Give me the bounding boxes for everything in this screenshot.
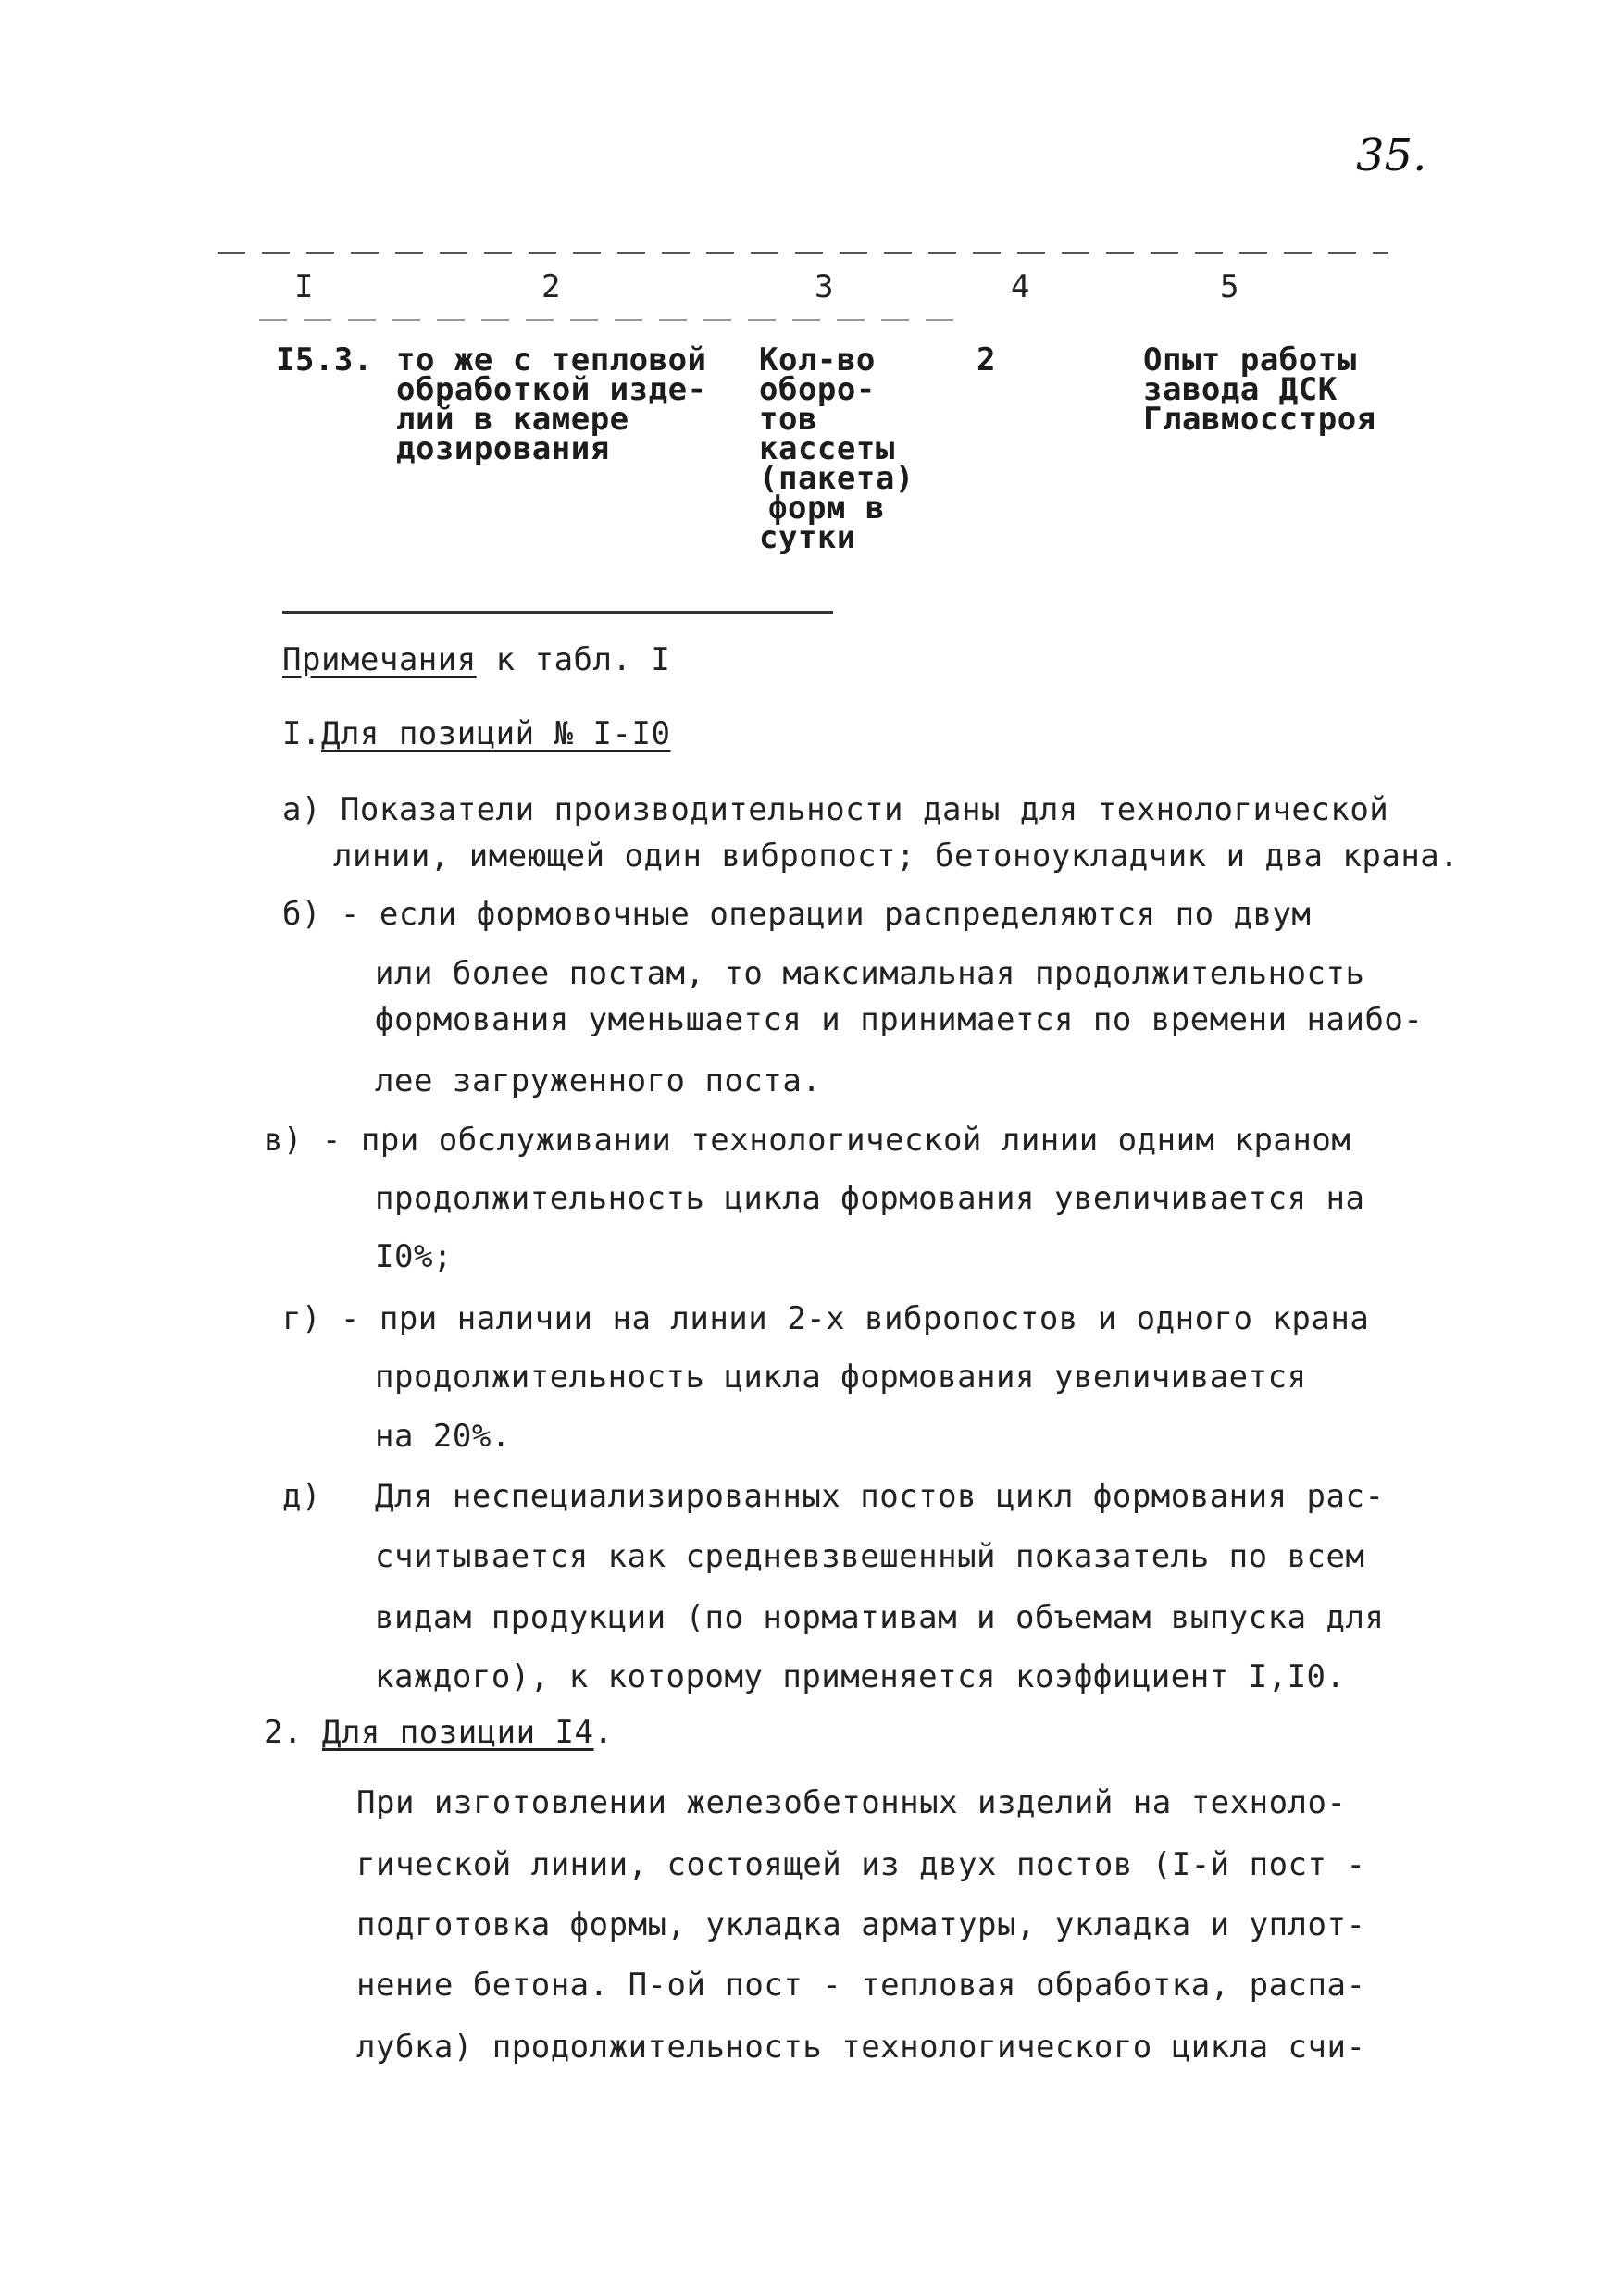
- note-d-line-3: видам продукции (по нормативам и объемам выпуска для: [375, 1599, 1385, 1636]
- table-header-rule: [259, 319, 963, 321]
- row-source-line: Главмосстроя: [1143, 401, 1376, 438]
- note-v-line-1: в) - при обслуживании технологической линии одним краном: [264, 1122, 1351, 1159]
- note-v-line-2: продолжительность цикла формования увеличивается на: [375, 1180, 1365, 1217]
- table-top-rule: [218, 252, 1388, 254]
- row-value: 2: [977, 341, 996, 379]
- row-unit-line: оборо-: [759, 371, 876, 408]
- section-2-line-2: гической линии, состоящей из двух постов (I-й пост -: [356, 1846, 1366, 1883]
- row-description-line: дозирования: [396, 430, 610, 467]
- row-source-line: завода ДСК: [1143, 371, 1338, 408]
- table-header-col-3: 3: [815, 268, 834, 305]
- section-2-title: Для позиции I4: [321, 1714, 594, 1751]
- table-header-col-2: 2: [541, 268, 561, 305]
- note-g-line-3: на 20%.: [375, 1418, 511, 1455]
- note-b-line-3: формования уменьшается и принимается по времени наибо-: [375, 1001, 1424, 1038]
- row-description-line: то же с тепловой: [396, 341, 707, 379]
- row-unit-line: (пакета): [759, 460, 915, 497]
- notes-title-suffix: к табл. I: [476, 641, 671, 678]
- section-2-line-5: лубка) продолжительность технологического цикла счи-: [356, 2029, 1366, 2066]
- row-unit-line: сутки: [759, 519, 856, 556]
- section-1-number: I.: [282, 715, 321, 752]
- note-v-line-3: I0%;: [375, 1238, 453, 1275]
- section-1-title: Для позиций № I-I0: [320, 715, 671, 752]
- note-d-line-2: считывается как средневзвешенный показатель по всем: [375, 1538, 1365, 1575]
- row-description-line: лий в камере: [396, 401, 629, 438]
- section-2-line-1: При изготовлении железобетонных изделий на техноло-: [356, 1784, 1347, 1821]
- row-unit-line: форм в: [768, 490, 885, 527]
- note-b-line-4: лее загруженного поста.: [375, 1062, 822, 1099]
- note-d-line-1: Для неспециализированных постов цикл формования рас-: [375, 1478, 1385, 1515]
- section-2-line-4: нение бетона. П-ой пост - тепловая обработка, распа-: [356, 1967, 1366, 2004]
- note-b-line-2: или более постам, то максимальная продолжительность: [375, 955, 1365, 992]
- note-b-line-1: б) - если формовочные операции распределяются по двум: [282, 896, 1312, 933]
- row-unit-line: Кол-во: [759, 341, 876, 379]
- table-header-col-1: I: [294, 268, 314, 305]
- notes-title-word: Примечания: [282, 641, 477, 678]
- section-2-line-3: подготовка формы, укладка арматуры, укладка и уплот-: [356, 1906, 1366, 1943]
- section-2-number: 2.: [264, 1714, 322, 1751]
- notes-separator: [282, 611, 833, 614]
- page-number: 35.: [1356, 130, 1427, 181]
- note-g-line-2: продолжительность цикла формования увеличивается: [375, 1359, 1307, 1396]
- table-header-col-4: 4: [1011, 268, 1030, 305]
- row-unit-line: тов: [759, 401, 817, 438]
- note-a-line-2: линии, имеющей один вибропост; бетоноукладчик и два крана.: [333, 838, 1460, 875]
- section-1-heading: [282, 715, 670, 752]
- section-2-dot: .: [593, 1714, 614, 1751]
- row-unit-line: кассеты: [759, 430, 895, 467]
- table-header-col-5: 5: [1220, 268, 1239, 305]
- note-d-line-4: каждого), к которому применяется коэффициент I,I0.: [375, 1658, 1346, 1695]
- notes-title: [282, 641, 670, 678]
- note-a-line-1: а) Показатели производительности даны для технологической: [282, 791, 1389, 828]
- note-g-line-1: г) - при наличии на линии 2-х вибропостов и одного крана: [282, 1300, 1370, 1337]
- section-2-heading: [264, 1714, 613, 1751]
- row-description-line: обработкой изде-: [396, 371, 707, 408]
- row-source-line: Опыт работы: [1143, 341, 1357, 379]
- note-d-label: д): [282, 1478, 321, 1515]
- row-position: I5.3.: [276, 341, 373, 379]
